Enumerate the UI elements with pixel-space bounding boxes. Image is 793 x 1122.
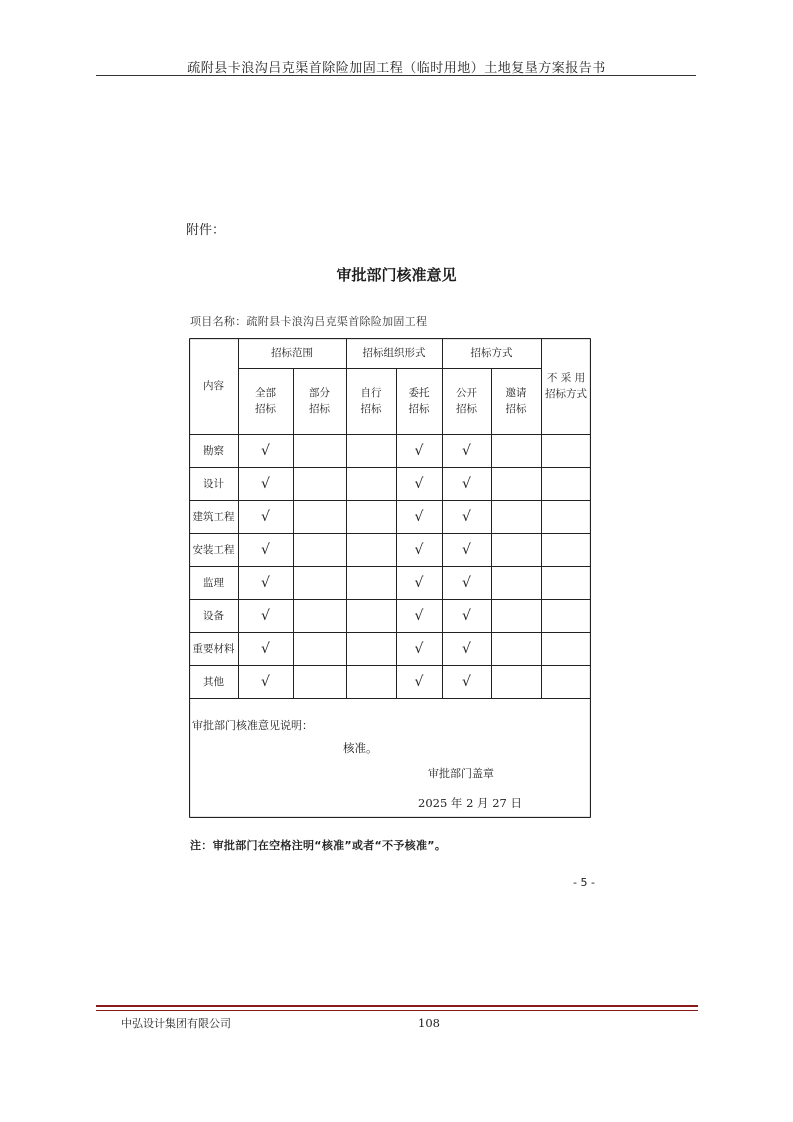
check-mark: √ xyxy=(414,574,424,591)
footnote: 注：审批部门在空格注明“核准”或者“不予核准”。 xyxy=(190,839,447,852)
check-mark: √ xyxy=(261,640,270,657)
check-mark: √ xyxy=(261,508,270,525)
seal-label: 审批部门盖章 xyxy=(428,767,494,780)
sub-header: 委托 招标 xyxy=(408,387,430,415)
check-mark: √ xyxy=(462,541,471,558)
opinion-text: 核准。 xyxy=(343,741,378,755)
row-label: 监理 xyxy=(203,576,224,589)
approval-date: 2025 年 2 月 27 日 xyxy=(418,796,522,810)
footer-rule-thick xyxy=(96,1005,698,1007)
sub-header: 邀请 招标 xyxy=(505,387,527,415)
check-mark: √ xyxy=(462,574,471,591)
header-rule xyxy=(96,75,696,76)
content-header: 内容 xyxy=(203,380,224,392)
no-bid-header: 不 采 用 招标方式 xyxy=(545,372,587,400)
check-mark: √ xyxy=(261,541,270,558)
attachment-label: 附件： xyxy=(186,223,226,238)
row-label: 重要材料 xyxy=(192,642,235,655)
check-mark: √ xyxy=(414,475,424,492)
sub-header: 自行 招标 xyxy=(360,387,382,415)
report-header-title: 疏附县卡浪沟吕克渠首除险加固工程（临时用地）土地复垦方案报告书 xyxy=(187,61,606,76)
check-mark: √ xyxy=(261,607,270,624)
check-mark: √ xyxy=(462,508,471,525)
company-name: 中弘设计集团有限公司 xyxy=(121,1017,231,1030)
sub-header: 全部 招标 xyxy=(255,387,276,415)
sub-header: 部分 招标 xyxy=(309,387,330,415)
check-mark: √ xyxy=(414,442,424,459)
check-mark: √ xyxy=(462,673,471,690)
check-mark: √ xyxy=(462,640,471,657)
check-mark: √ xyxy=(414,541,424,558)
check-mark: √ xyxy=(462,442,471,459)
sub-header: 公开 招标 xyxy=(456,387,477,415)
row-label: 勘察 xyxy=(203,444,224,457)
row-label: 设计 xyxy=(203,477,224,490)
project-name-line: 项目名称：疏附县卡浪沟吕克渠首除险加固工程 xyxy=(190,315,428,328)
check-mark: √ xyxy=(261,475,270,492)
row-label: 建筑工程 xyxy=(192,510,235,523)
check-mark: √ xyxy=(414,673,424,690)
footer-rule-thin xyxy=(96,1010,698,1011)
approval-table xyxy=(189,338,591,818)
group-header: 招标方式 xyxy=(470,347,513,359)
check-mark: √ xyxy=(261,673,270,690)
check-mark: √ xyxy=(261,442,270,459)
check-mark: √ xyxy=(261,574,270,591)
opinion-label: 审批部门核准意见说明： xyxy=(192,719,313,732)
check-mark: √ xyxy=(414,508,424,525)
check-mark: √ xyxy=(414,640,424,657)
inner-page-number: - 5 - xyxy=(573,876,595,889)
row-label: 安装工程 xyxy=(192,543,235,556)
group-header: 招标组织形式 xyxy=(362,347,426,359)
row-label: 其他 xyxy=(203,675,224,688)
check-mark: √ xyxy=(462,475,471,492)
page-number: 108 xyxy=(418,1016,440,1030)
check-mark: √ xyxy=(414,607,424,624)
document-title: 审批部门核准意见 xyxy=(336,266,457,284)
group-header: 招标范围 xyxy=(271,347,313,359)
check-mark: √ xyxy=(462,607,471,624)
row-label: 设备 xyxy=(203,609,224,622)
